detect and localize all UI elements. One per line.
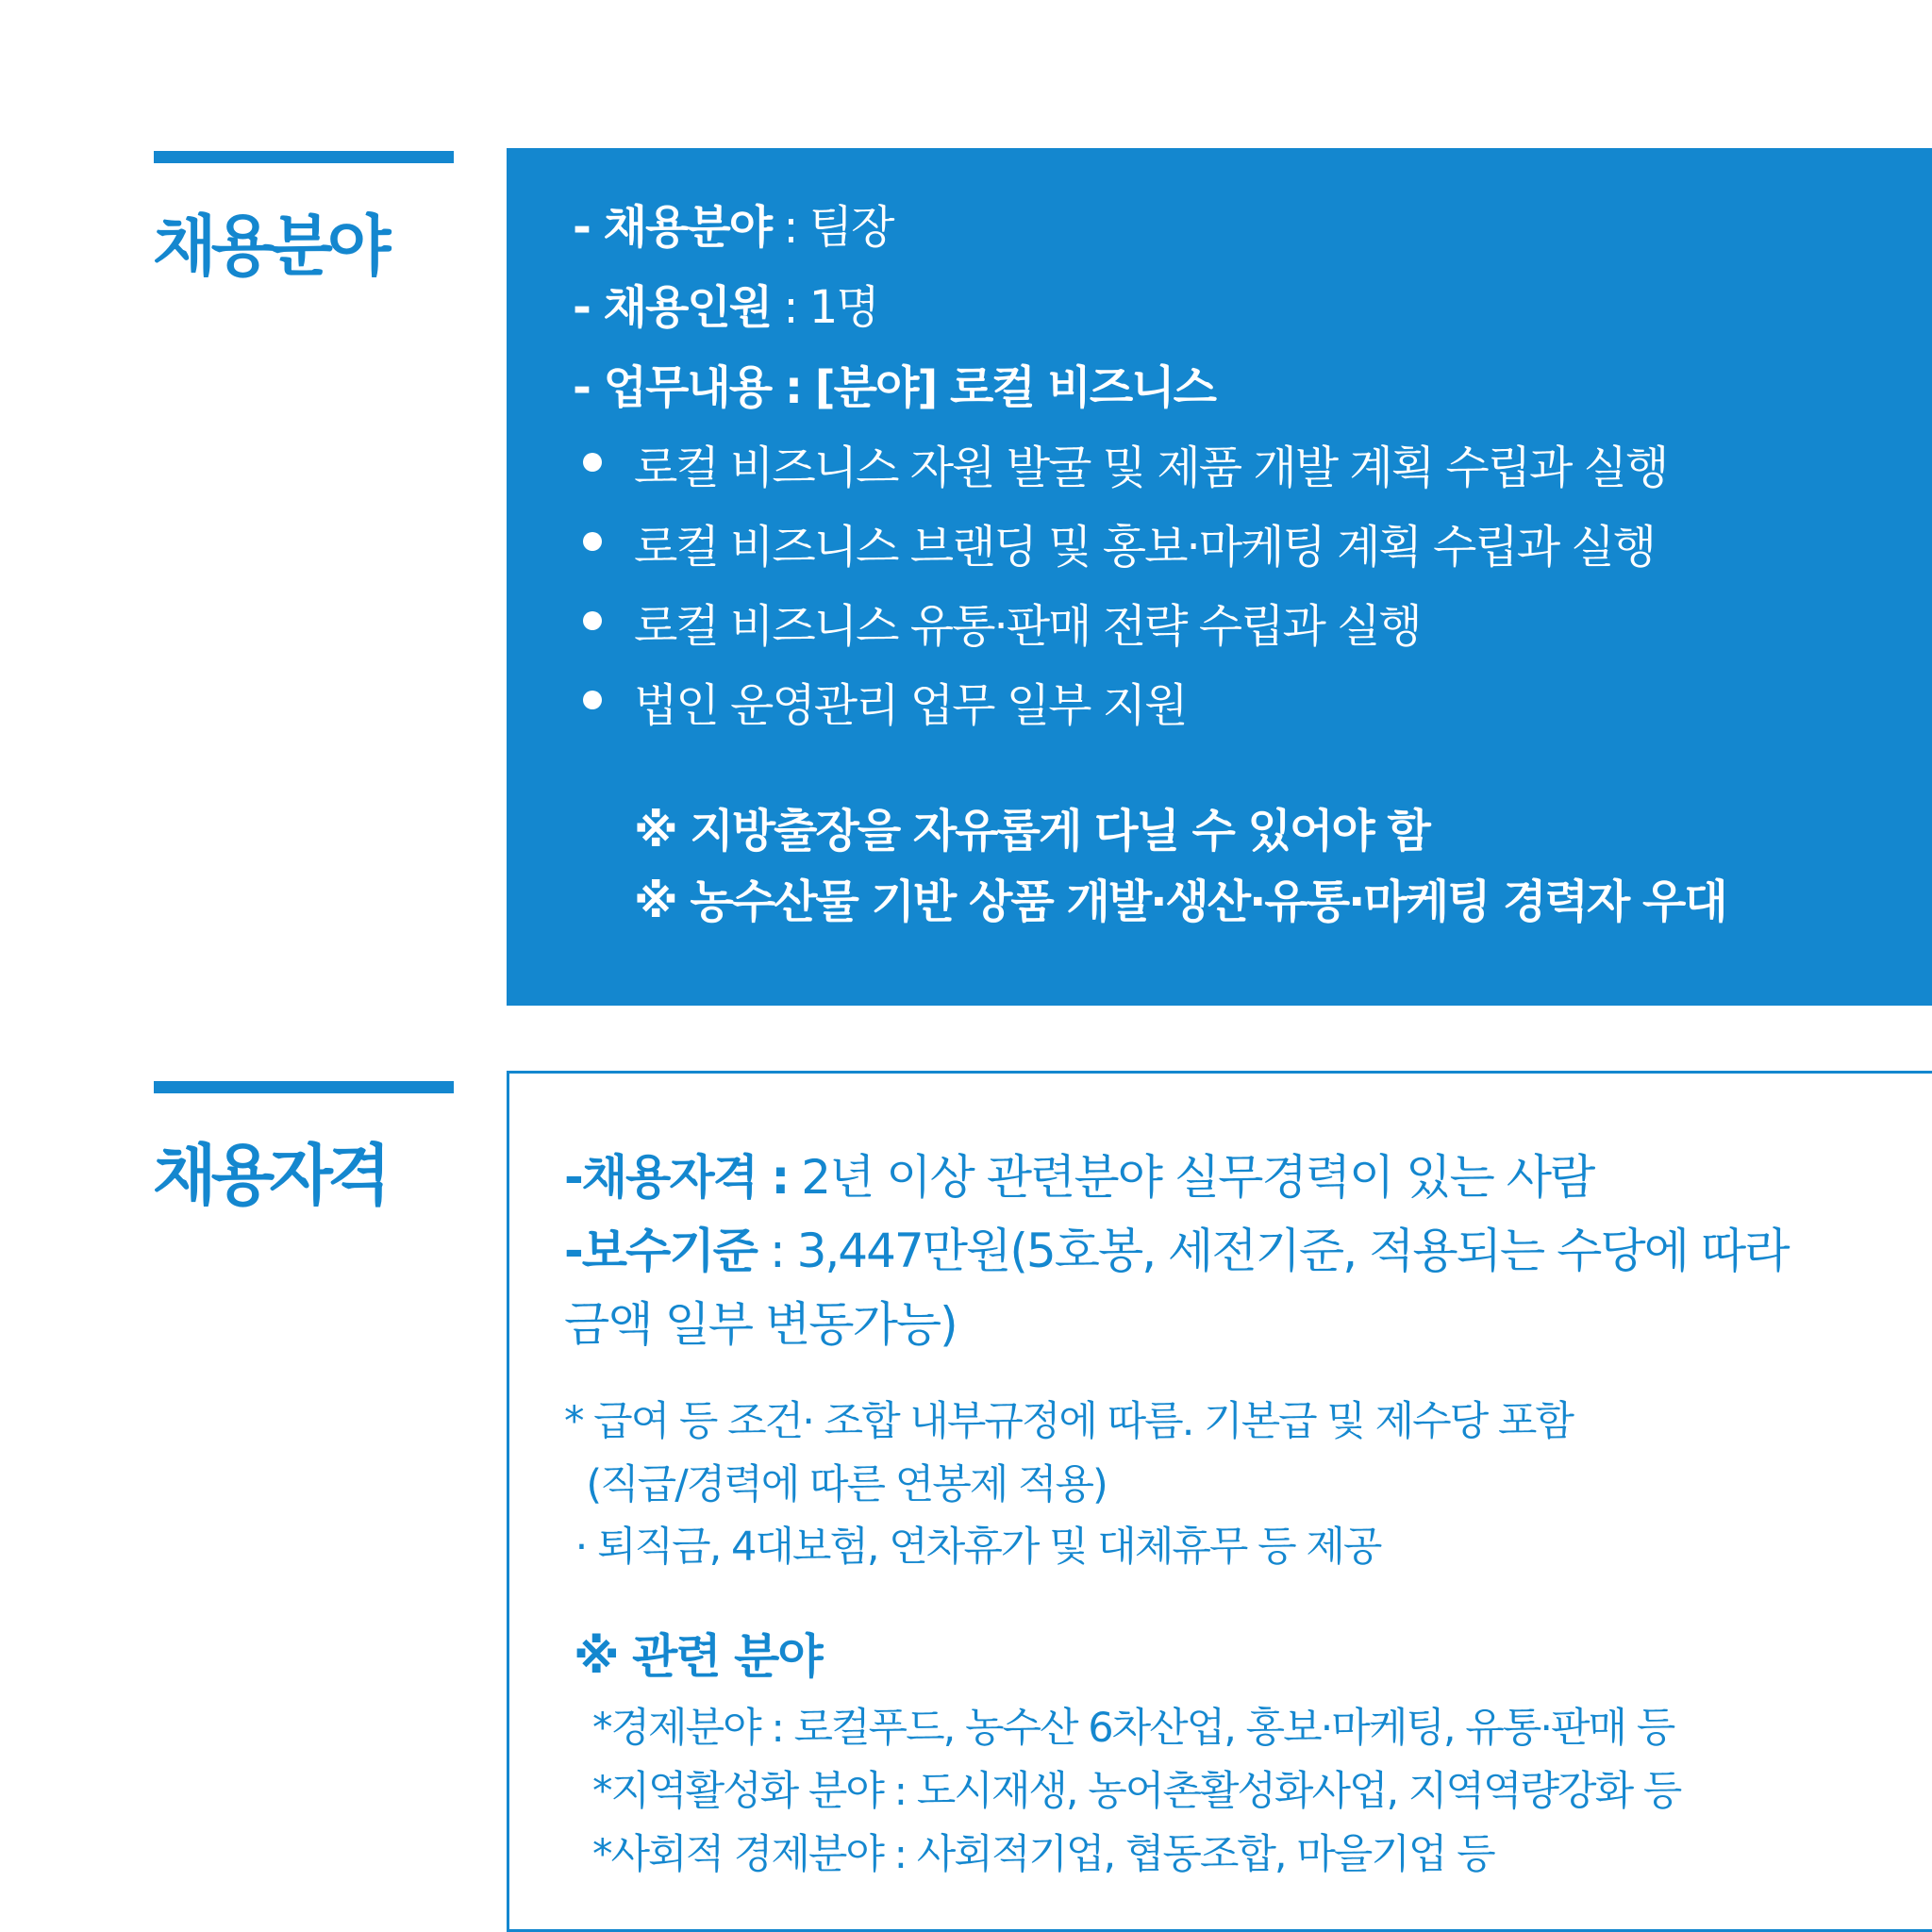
related-fields-title: ※ 관련 분야	[574, 1629, 822, 1684]
row-qualification: -채용자격 : 2년 이상 관련분야 실무경력이 있는 사람	[564, 1150, 1594, 1205]
pay-note: (직급/경력에 따른 연봉제 적용)	[564, 1461, 1107, 1508]
pay-note: · 퇴직금, 4대보험, 연차휴가 및 대체휴무 등 제공	[564, 1524, 1381, 1571]
bullet-icon	[583, 532, 602, 551]
heading-recruitment-field: 채용분야	[153, 208, 386, 285]
section-divider-1	[154, 151, 454, 163]
duty-item: 로컬 비즈니스 유통·판매 전략 수립과 실행	[634, 600, 1421, 653]
duty-item: 법인 운영관리 업무 일부 지원	[634, 679, 1187, 732]
note-travel: ※ 지방출장을 자유롭게 다닐 수 있어야 함	[634, 805, 1429, 858]
section-divider-2	[154, 1081, 454, 1093]
row-headcount: - 채용인원 : 1명	[573, 281, 878, 334]
pay-note: * 급여 등 조건· 조합 내부규정에 따름. 기본급 및 제수당 포함	[564, 1398, 1573, 1445]
bullet-icon	[583, 453, 602, 472]
heading-qualifications: 채용자격	[153, 1137, 386, 1214]
recruitment-field-panel	[507, 148, 1932, 1006]
qualifications-panel	[507, 1071, 1932, 1932]
related-field-item: *지역활성화 분야 : 도시재생, 농어촌활성화사업, 지역역량강화 등	[592, 1768, 1681, 1815]
row-duties: - 업무내용 : [분야] 로컬 비즈니스	[573, 361, 1215, 414]
related-field-item: *사회적 경제분야 : 사회적기업, 협동조합, 마을기업 등	[592, 1831, 1494, 1878]
related-field-item: *경제분야 : 로컬푸드, 농수산 6차산업, 홍보·마케팅, 유통·판매 등	[592, 1705, 1674, 1752]
duty-item: 로컬 비즈니스 자원 발굴 및 제품 개발 계획 수립과 실행	[634, 441, 1668, 494]
duty-item: 로컬 비즈니스 브랜딩 및 홍보·마케팅 계획 수립과 실행	[634, 521, 1656, 574]
row-field: - 채용분야 : 팀장	[573, 201, 893, 254]
note-preference: ※ 농수산물 기반 상품 개발·생산·유통·마케팅 경력자 우대	[634, 875, 1726, 928]
row-salary: -보수기준 : 3,447만원(5호봉, 세전기준, 적용되는 수당에 따라	[564, 1224, 1789, 1278]
bullet-icon	[583, 611, 602, 630]
row-salary-cont: 금액 일부 변동가능)	[564, 1297, 957, 1352]
bullet-icon	[583, 691, 602, 709]
